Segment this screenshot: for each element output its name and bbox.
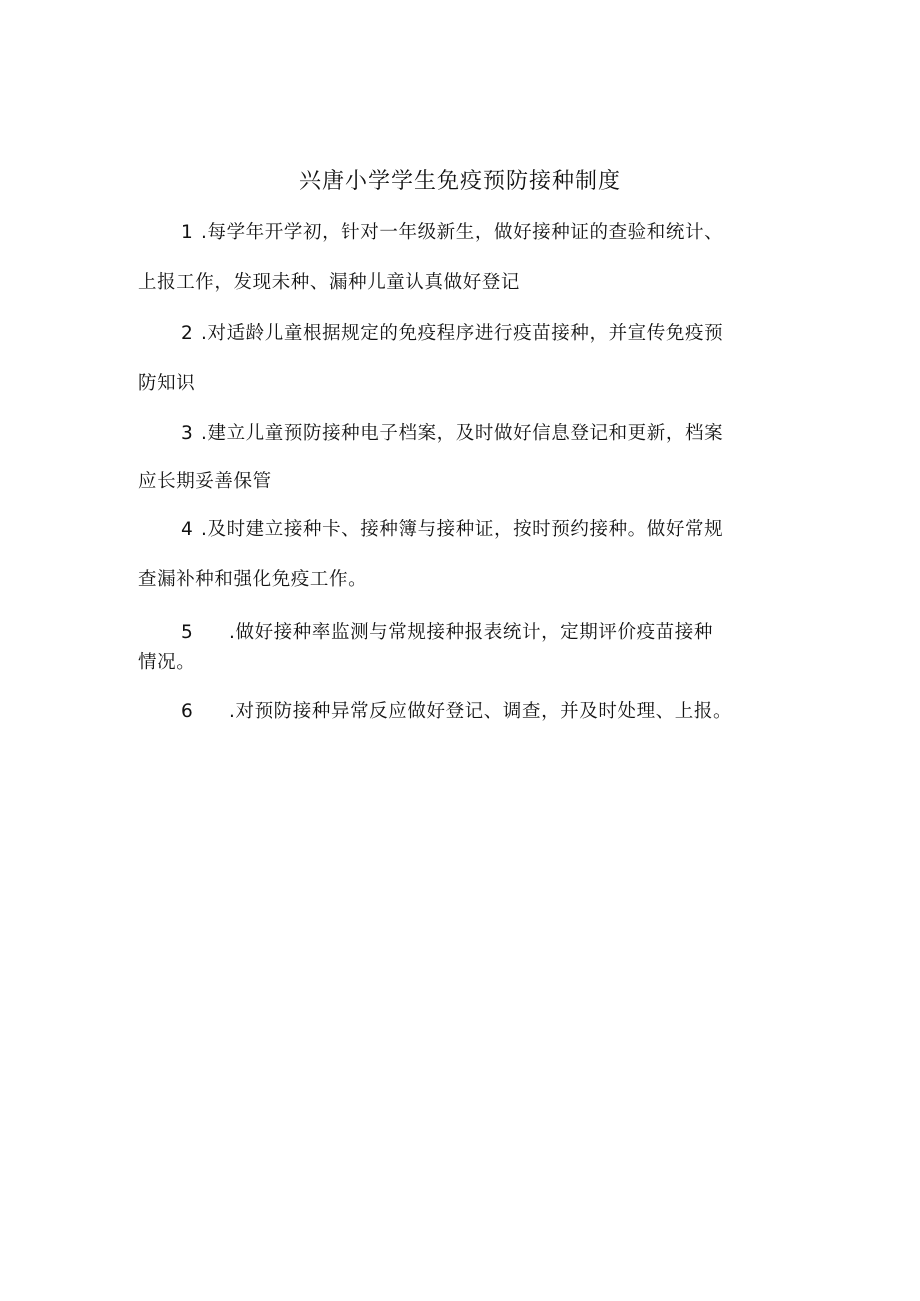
item-text: .建立儿童预防接种电子档案，及时做好信息登记和更新，档案 — [201, 423, 724, 444]
item-number: 2 — [181, 323, 194, 344]
item-number: 3 — [181, 423, 194, 444]
document-title: 兴唐小学学生免疫预防接种制度 — [298, 169, 621, 194]
list-item — [138, 515, 798, 595]
item-number: 1 — [181, 222, 194, 243]
item-number: 4 — [181, 519, 194, 540]
item-continuation: 防知识 — [138, 373, 196, 394]
item-first-line — [138, 618, 798, 648]
item-first-line — [138, 419, 798, 449]
item-continuation: 应长期妥善保管 — [138, 471, 272, 492]
item-continuation: 情况。 — [138, 652, 196, 673]
item-continuation: 查漏补种和强化免疫工作。 — [138, 569, 368, 590]
list-item — [138, 319, 798, 399]
item-first-line — [138, 218, 798, 248]
item-continuation: 上报工作，发现未种、漏种儿童认真做好登记 — [138, 272, 521, 293]
item-text: .对预防接种异常反应做好登记、调查，并及时处理、上报。 — [229, 701, 733, 722]
item-text: .每学年开学初，针对一年级新生，做好接种证的查验和统计、 — [201, 222, 724, 243]
list-item — [138, 419, 798, 497]
item-number: 5 — [181, 622, 194, 643]
list-item — [138, 697, 798, 727]
item-text: .及时建立接种卡、接种簿与接种证，按时预约接种。做好常规 — [201, 519, 724, 540]
item-number: 6 — [181, 701, 194, 722]
item-first-line — [138, 697, 798, 727]
list-item — [138, 218, 798, 298]
item-first-line — [138, 515, 798, 545]
item-text: .对适龄儿童根据规定的免疫程序进行疫苗接种，并宣传免疫预 — [201, 323, 724, 344]
item-text: .做好接种率监测与常规接种报表统计，定期评价疫苗接种 — [229, 622, 713, 643]
list-item — [138, 618, 798, 678]
item-first-line — [138, 319, 798, 349]
